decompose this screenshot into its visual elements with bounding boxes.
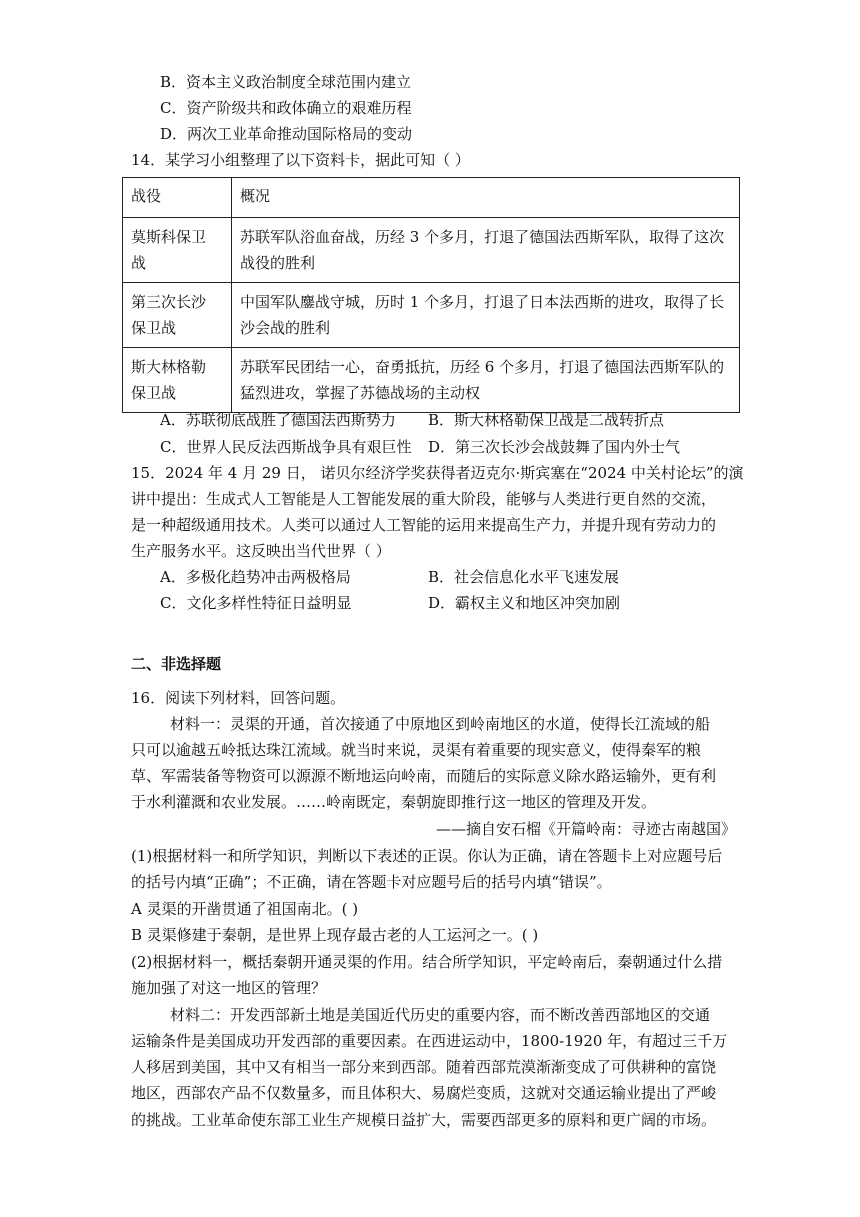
table-cell-battle xyxy=(123,283,232,348)
battle-desc-line: 中国军队鏖战守城，历时 1 个多月，打退了日本法西斯的进攻，取得了长 xyxy=(240,293,725,311)
q14-option-a: A．苏联彻底战胜了德国法西斯势力 xyxy=(160,411,396,429)
battle-name-line: 莫斯科保卫 xyxy=(131,228,207,246)
q14-stem: 14．某学习小组整理了以下资料卡，据此可知（ ） xyxy=(131,151,470,169)
section-heading: 二、非选择题 xyxy=(131,655,222,673)
q15-line: 15．2024 年 4 月 29 日， 诺贝尔经济学奖获得者迈克尔·斯宾塞在“2024 中关村论坛”的演 xyxy=(131,464,744,482)
battle-name-line: 斯大林格勒 xyxy=(131,358,207,376)
material1-line: 材料一：灵渠的开通，首次接通了中原地区到岭南地区的水道，使得长江流域的船 xyxy=(170,715,711,733)
table-row xyxy=(123,348,740,413)
subquestion-1-line: 的括号内填“正确”；不正确，请在答题卡对应题号后的括号内填“错误”。 xyxy=(131,873,612,891)
q13-option-c: C．资产阶级共和政体确立的艰难历程 xyxy=(160,99,412,117)
material2-line: 人移居到美国，其中又有相当一部分来到西部。随着西部荒漠渐渐变成了可供耕种的富饶 xyxy=(131,1058,717,1076)
battle-name-line: 保卫战 xyxy=(131,384,177,402)
table-row xyxy=(123,283,740,348)
q15-line: 是一种超级通用技术。人类可以通过人工智能的运用来提高生产力，并提升现有劳动力的 xyxy=(131,516,717,534)
q15-option-d: D．霸权主义和地区冲突加剧 xyxy=(428,594,621,612)
table-cell-desc xyxy=(232,218,740,283)
table-cell-battle xyxy=(123,218,232,283)
table-cell-battle xyxy=(123,348,232,413)
statement-b: B 灵渠修建于秦朝，是世界上现存最古老的人工运河之一。( ) xyxy=(131,926,539,944)
q16-stem: 16．阅读下列材料，回答问题。 xyxy=(131,689,346,707)
material1-line: 只可以逾越五岭抵达珠江流域。就当时来说，灵渠有着重要的现实意义，使得秦军的粮 xyxy=(131,741,702,759)
battle-name-line: 保卫战 xyxy=(131,319,177,337)
battle-name-line: 战 xyxy=(131,254,147,272)
q15-option-a: A．多极化趋势冲击两极格局 xyxy=(160,568,351,586)
table-header-row xyxy=(123,178,740,218)
q15-option-c: C．文化多样性特征日益明显 xyxy=(160,594,352,612)
battle-desc-line: 猛烈进攻，掌握了苏德战场的主动权 xyxy=(240,384,481,402)
material2-line: 的挑战。工业革命使东部工业生产规模日益扩大，需要西部更多的原料和更广阔的市场。 xyxy=(131,1111,717,1129)
q13-option-b: B．资本主义政治制度全球范围内建立 xyxy=(160,73,412,91)
q14-info-table xyxy=(122,177,740,413)
battle-desc-line: 苏联军队浴血奋战，历经 3 个多月，打退了德国法西斯军队，取得了这次 xyxy=(240,228,725,246)
material2-line: 材料二：开发西部新土地是美国近代历史的重要内容，而不断改善西部地区的交通 xyxy=(170,1006,711,1024)
battle-desc-line: 沙会战的胜利 xyxy=(240,319,331,337)
material2-line: 地区，西部农产品不仅数量多，而且体积大、易腐烂变质，这就对交通运输业提出了严峻 xyxy=(131,1084,717,1102)
subquestion-2-line: 施加强了对这一地区的管理？ xyxy=(131,979,327,997)
battle-name-line: 第三次长沙 xyxy=(131,293,207,311)
material1-source: ——摘自安石榴《开篇岭南：寻迹古南越国》 xyxy=(435,820,736,838)
table-row xyxy=(123,218,740,283)
q13-option-d: D．两次工业革命推动国际格局的变动 xyxy=(160,125,413,143)
table-header-overview: 概况 xyxy=(232,178,740,218)
subquestion-1-line: (1)根据材料一和所学知识，判断以下表述的正误。你认为正确，请在答题卡上对应题号后 xyxy=(131,847,723,865)
q15-option-b: B．社会信息化水平飞速发展 xyxy=(428,568,620,586)
q15-line: 讲中提出：生成式人工智能是人工智能发展的重大阶段，能够与人类进行更自然的交流， xyxy=(131,490,717,508)
table-cell-desc xyxy=(232,283,740,348)
table-header-battle: 战役 xyxy=(123,178,232,218)
q14-option-b: B．斯大林格勒保卫战是二战转折点 xyxy=(428,411,665,429)
table-cell-desc xyxy=(232,348,740,413)
q14-option-d: D．第三次长沙会战鼓舞了国内外士气 xyxy=(428,438,681,456)
battle-desc-line: 苏联军民团结一心，奋勇抵抗，历经 6 个多月，打退了德国法西斯军队的 xyxy=(240,358,725,376)
material1-line: 于水利灌溉和农业发展。……岭南既定，秦朝旋即推行这一地区的管理及开发。 xyxy=(131,793,657,811)
statement-a: A 灵渠的开凿贯通了祖国南北。( ) xyxy=(131,900,359,918)
material1-line: 草、军需装备等物资可以源源不断地运向岭南，而随后的实际意义除水路运输外，更有利 xyxy=(131,767,717,785)
material2-line: 运输条件是美国成功开发西部的重要因素。在西进运动中，1800-1920 年，有超过三千万 xyxy=(131,1032,728,1050)
q15-line: 生产服务水平。这反映出当代世界（ ） xyxy=(131,542,391,560)
q14-option-c: C．世界人民反法西斯战争具有艰巨性 xyxy=(160,438,412,456)
battle-desc-line: 战役的胜利 xyxy=(240,254,316,272)
subquestion-2-line: (2)根据材料一，概括秦朝开通灵渠的作用。结合所学知识，平定岭南后，秦朝通过什么措 xyxy=(131,953,723,971)
